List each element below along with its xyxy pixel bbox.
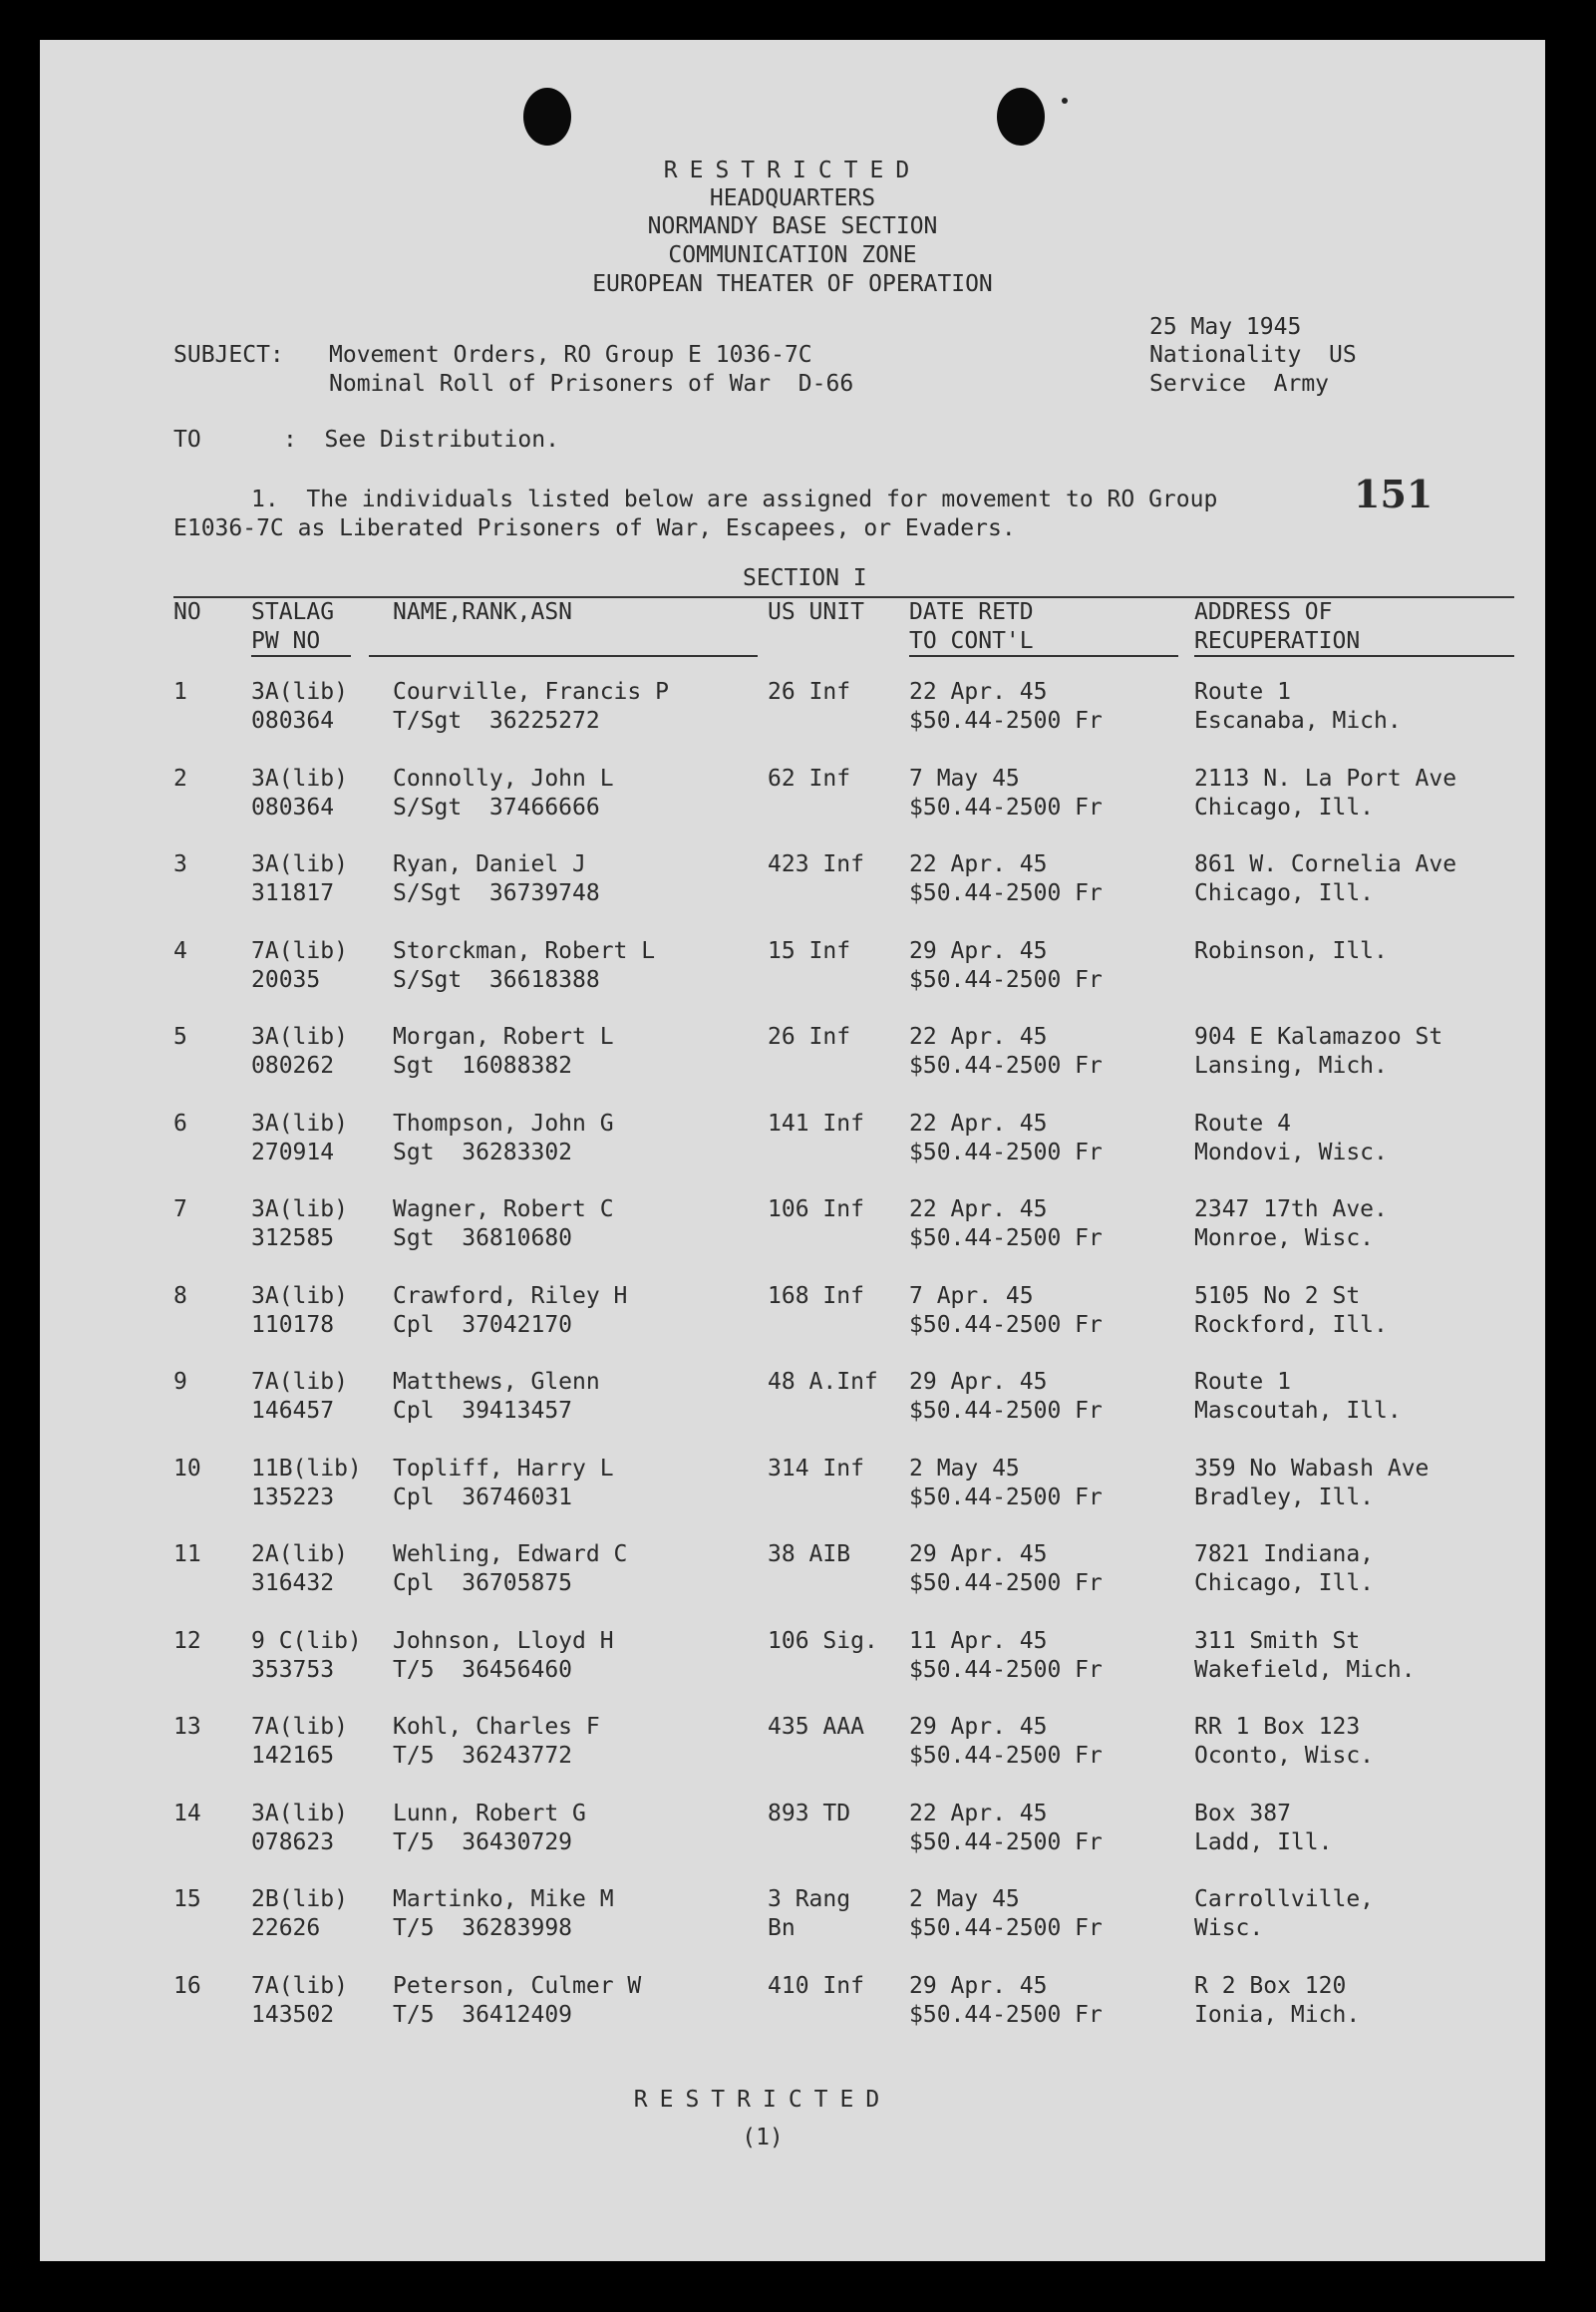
- us-unit: 168 Inf: [768, 1282, 864, 1309]
- row-number: 8: [173, 1282, 187, 1309]
- us-unit: 106 Inf: [768, 1196, 864, 1222]
- group-number: 151: [1354, 472, 1434, 516]
- col-header-date: DATE RETD TO CONT'L: [909, 599, 1034, 654]
- name-rank-asn: Connolly, John L S/Sgt 37466666: [393, 765, 614, 821]
- date-returned: 22 Apr. 45 $50.44-2500 Fr: [909, 851, 1103, 906]
- row-number: 1: [173, 679, 187, 705]
- recuperation-address: Carrollville, Wisc.: [1194, 1886, 1375, 1941]
- date-returned: 29 Apr. 45 $50.44-2500 Fr: [909, 1714, 1103, 1769]
- stalag-pw-no: 11B(lib) 135223: [251, 1455, 362, 1510]
- row-number: 4: [173, 937, 187, 964]
- recuperation-address: 311 Smith St Wakefield, Mich.: [1194, 1627, 1416, 1683]
- row-number: 5: [173, 1024, 187, 1050]
- stalag-pw-no: 7A(lib) 143502: [251, 1972, 348, 2028]
- service: Service Army: [1149, 371, 1330, 397]
- row-number: 13: [173, 1714, 201, 1740]
- us-unit: 435 AAA: [768, 1714, 864, 1740]
- row-number: 15: [173, 1886, 201, 1912]
- rule-name: [369, 655, 758, 657]
- name-rank-asn: Ryan, Daniel J S/Sgt 36739748: [393, 851, 600, 906]
- stalag-pw-no: 3A(lib) 078623: [251, 1800, 348, 1855]
- us-unit: 893 TD: [768, 1800, 851, 1826]
- stalag-pw-no: 3A(lib) 080364: [251, 765, 348, 821]
- row-number: 9: [173, 1369, 187, 1395]
- ink-spot: [1062, 98, 1068, 104]
- date-returned: 2 May 45 $50.44-2500 Fr: [909, 1455, 1103, 1510]
- recuperation-address: 861 W. Cornelia Ave Chicago, Ill.: [1194, 851, 1457, 906]
- subject-line-1: Movement Orders, RO Group E 1036-7C: [329, 342, 812, 368]
- date-returned: 22 Apr. 45 $50.44-2500 Fr: [909, 1196, 1103, 1251]
- date-returned: 7 Apr. 45 $50.44-2500 Fr: [909, 1282, 1103, 1338]
- date-returned: 11 Apr. 45 $50.44-2500 Fr: [909, 1627, 1103, 1683]
- us-unit: 62 Inf: [768, 765, 851, 792]
- stalag-pw-no: 3A(lib) 312585: [251, 1196, 348, 1251]
- row-number: 3: [173, 851, 187, 877]
- recuperation-address: RR 1 Box 123 Oconto, Wisc.: [1194, 1714, 1375, 1769]
- stalag-pw-no: 9 C(lib) 353753: [251, 1627, 362, 1683]
- name-rank-asn: Topliff, Harry L Cpl 36746031: [393, 1455, 614, 1510]
- paragraph-line-2: E1036-7C as Liberated Prisoners of War, Escapees, or Evaders.: [173, 515, 1016, 541]
- date-returned: 2 May 45 $50.44-2500 Fr: [909, 1886, 1103, 1941]
- date-returned: 7 May 45 $50.44-2500 Fr: [909, 765, 1103, 821]
- stalag-pw-no: 2B(lib) 22626: [251, 1886, 348, 1941]
- us-unit: 410 Inf: [768, 1972, 864, 1999]
- document-page: [40, 40, 1545, 2261]
- stalag-pw-no: 2A(lib) 316432: [251, 1541, 348, 1596]
- recuperation-address: Robinson, Ill.: [1194, 937, 1388, 964]
- restricted-header: RESTRICTED: [663, 158, 922, 183]
- to-value: : See Distribution.: [283, 427, 559, 453]
- recuperation-address: 7821 Indiana, Chicago, Ill.: [1194, 1541, 1375, 1596]
- recuperation-address: R 2 Box 120 Ionia, Mich.: [1194, 1972, 1361, 2028]
- recuperation-address: Route 4 Mondovi, Wisc.: [1194, 1110, 1388, 1165]
- us-unit: 423 Inf: [768, 851, 864, 877]
- punch-hole: [997, 88, 1045, 146]
- stalag-pw-no: 7A(lib) 146457: [251, 1369, 348, 1424]
- col-header-stalag: STALAG PW NO: [251, 599, 335, 654]
- subject-line-2: Nominal Roll of Prisoners of War D-66: [329, 371, 854, 397]
- subject-label: SUBJECT:: [173, 342, 284, 368]
- us-unit: 26 Inf: [768, 1024, 851, 1050]
- page-number: (1): [742, 2125, 784, 2150]
- comm-zone-line: COMMUNICATION ZONE: [668, 242, 917, 268]
- us-unit: 26 Inf: [768, 679, 851, 705]
- date-returned: 29 Apr. 45 $50.44-2500 Fr: [909, 937, 1103, 993]
- stalag-pw-no: 3A(lib) 080364: [251, 679, 348, 734]
- us-unit: 38 AIB: [768, 1541, 851, 1567]
- name-rank-asn: Crawford, Riley H Cpl 37042170: [393, 1282, 628, 1338]
- us-unit: 3 Rang Bn: [768, 1886, 851, 1941]
- name-rank-asn: Matthews, Glenn Cpl 39413457: [393, 1369, 600, 1424]
- nationality: Nationality US: [1149, 342, 1357, 368]
- name-rank-asn: Martinko, Mike M T/5 36283998: [393, 1886, 614, 1941]
- stalag-pw-no: 3A(lib) 080262: [251, 1024, 348, 1079]
- row-number: 6: [173, 1110, 187, 1137]
- name-rank-asn: Morgan, Robert L Sgt 16088382: [393, 1024, 614, 1079]
- recuperation-address: 359 No Wabash Ave Bradley, Ill.: [1194, 1455, 1430, 1510]
- name-rank-asn: Courville, Francis P T/Sgt 36225272: [393, 679, 669, 734]
- paragraph-line-1: 1. The individuals listed below are assigned for movement to RO Group: [251, 487, 1218, 512]
- col-header-no: NO: [173, 599, 201, 625]
- date-returned: 22 Apr. 45 $50.44-2500 Fr: [909, 1024, 1103, 1079]
- name-rank-asn: Kohl, Charles F T/5 36243772: [393, 1714, 600, 1769]
- col-header-name: NAME,RANK,ASN: [393, 599, 573, 625]
- rule-date: [909, 655, 1178, 657]
- name-rank-asn: Wagner, Robert C Sgt 36810680: [393, 1196, 614, 1251]
- stalag-pw-no: 7A(lib) 142165: [251, 1714, 348, 1769]
- row-number: 12: [173, 1627, 201, 1654]
- col-header-unit: US UNIT: [768, 599, 864, 625]
- name-rank-asn: Peterson, Culmer W T/5 36412409: [393, 1972, 642, 2028]
- date-returned: 29 Apr. 45 $50.44-2500 Fr: [909, 1972, 1103, 2028]
- order-date: 25 May 1945: [1149, 314, 1302, 340]
- recuperation-address: 5105 No 2 St Rockford, Ill.: [1194, 1282, 1388, 1338]
- section-title: SECTION I: [743, 565, 867, 591]
- row-number: 10: [173, 1455, 201, 1482]
- theater-line: EUROPEAN THEATER OF OPERATION: [592, 271, 993, 297]
- us-unit: 314 Inf: [768, 1455, 864, 1482]
- rule-stalag: [251, 655, 351, 657]
- rule-address: [1194, 655, 1514, 657]
- col-header-address: ADDRESS OF RECUPERATION: [1194, 599, 1361, 654]
- name-rank-asn: Lunn, Robert G T/5 36430729: [393, 1800, 586, 1855]
- name-rank-asn: Storckman, Robert L S/Sgt 36618388: [393, 937, 656, 993]
- date-returned: 22 Apr. 45 $50.44-2500 Fr: [909, 1800, 1103, 1855]
- recuperation-address: 2347 17th Ave. Monroe, Wisc.: [1194, 1196, 1388, 1251]
- base-section-line: NORMANDY BASE SECTION: [647, 213, 938, 239]
- punch-hole: [523, 88, 571, 146]
- date-returned: 29 Apr. 45 $50.44-2500 Fr: [909, 1541, 1103, 1596]
- recuperation-address: 904 E Kalamazoo St Lansing, Mich.: [1194, 1024, 1443, 1079]
- row-number: 11: [173, 1541, 201, 1567]
- recuperation-address: Route 1 Escanaba, Mich.: [1194, 679, 1402, 734]
- row-number: 7: [173, 1196, 187, 1222]
- name-rank-asn: Thompson, John G Sgt 36283302: [393, 1110, 614, 1165]
- us-unit: 141 Inf: [768, 1110, 864, 1137]
- us-unit: 15 Inf: [768, 937, 851, 964]
- stalag-pw-no: 3A(lib) 311817: [251, 851, 348, 906]
- date-returned: 29 Apr. 45 $50.44-2500 Fr: [909, 1369, 1103, 1424]
- row-number: 2: [173, 765, 187, 792]
- date-returned: 22 Apr. 45 $50.44-2500 Fr: [909, 679, 1103, 734]
- row-number: 16: [173, 1972, 201, 1999]
- to-label: TO: [173, 427, 201, 453]
- recuperation-address: Box 387 Ladd, Ill.: [1194, 1800, 1333, 1855]
- date-returned: 22 Apr. 45 $50.44-2500 Fr: [909, 1110, 1103, 1165]
- headquarters-line: HEADQUARTERS: [709, 185, 876, 211]
- row-number: 14: [173, 1800, 201, 1826]
- name-rank-asn: Johnson, Lloyd H T/5 36456460: [393, 1627, 614, 1683]
- restricted-footer: RESTRICTED: [633, 2087, 892, 2113]
- us-unit: 106 Sig.: [768, 1627, 878, 1654]
- recuperation-address: Route 1 Mascoutah, Ill.: [1194, 1369, 1402, 1424]
- recuperation-address: 2113 N. La Port Ave Chicago, Ill.: [1194, 765, 1457, 821]
- stalag-pw-no: 3A(lib) 270914: [251, 1110, 348, 1165]
- stalag-pw-no: 7A(lib) 20035: [251, 937, 348, 993]
- stalag-pw-no: 3A(lib) 110178: [251, 1282, 348, 1338]
- name-rank-asn: Wehling, Edward C Cpl 36705875: [393, 1541, 628, 1596]
- us-unit: 48 A.Inf: [768, 1369, 878, 1395]
